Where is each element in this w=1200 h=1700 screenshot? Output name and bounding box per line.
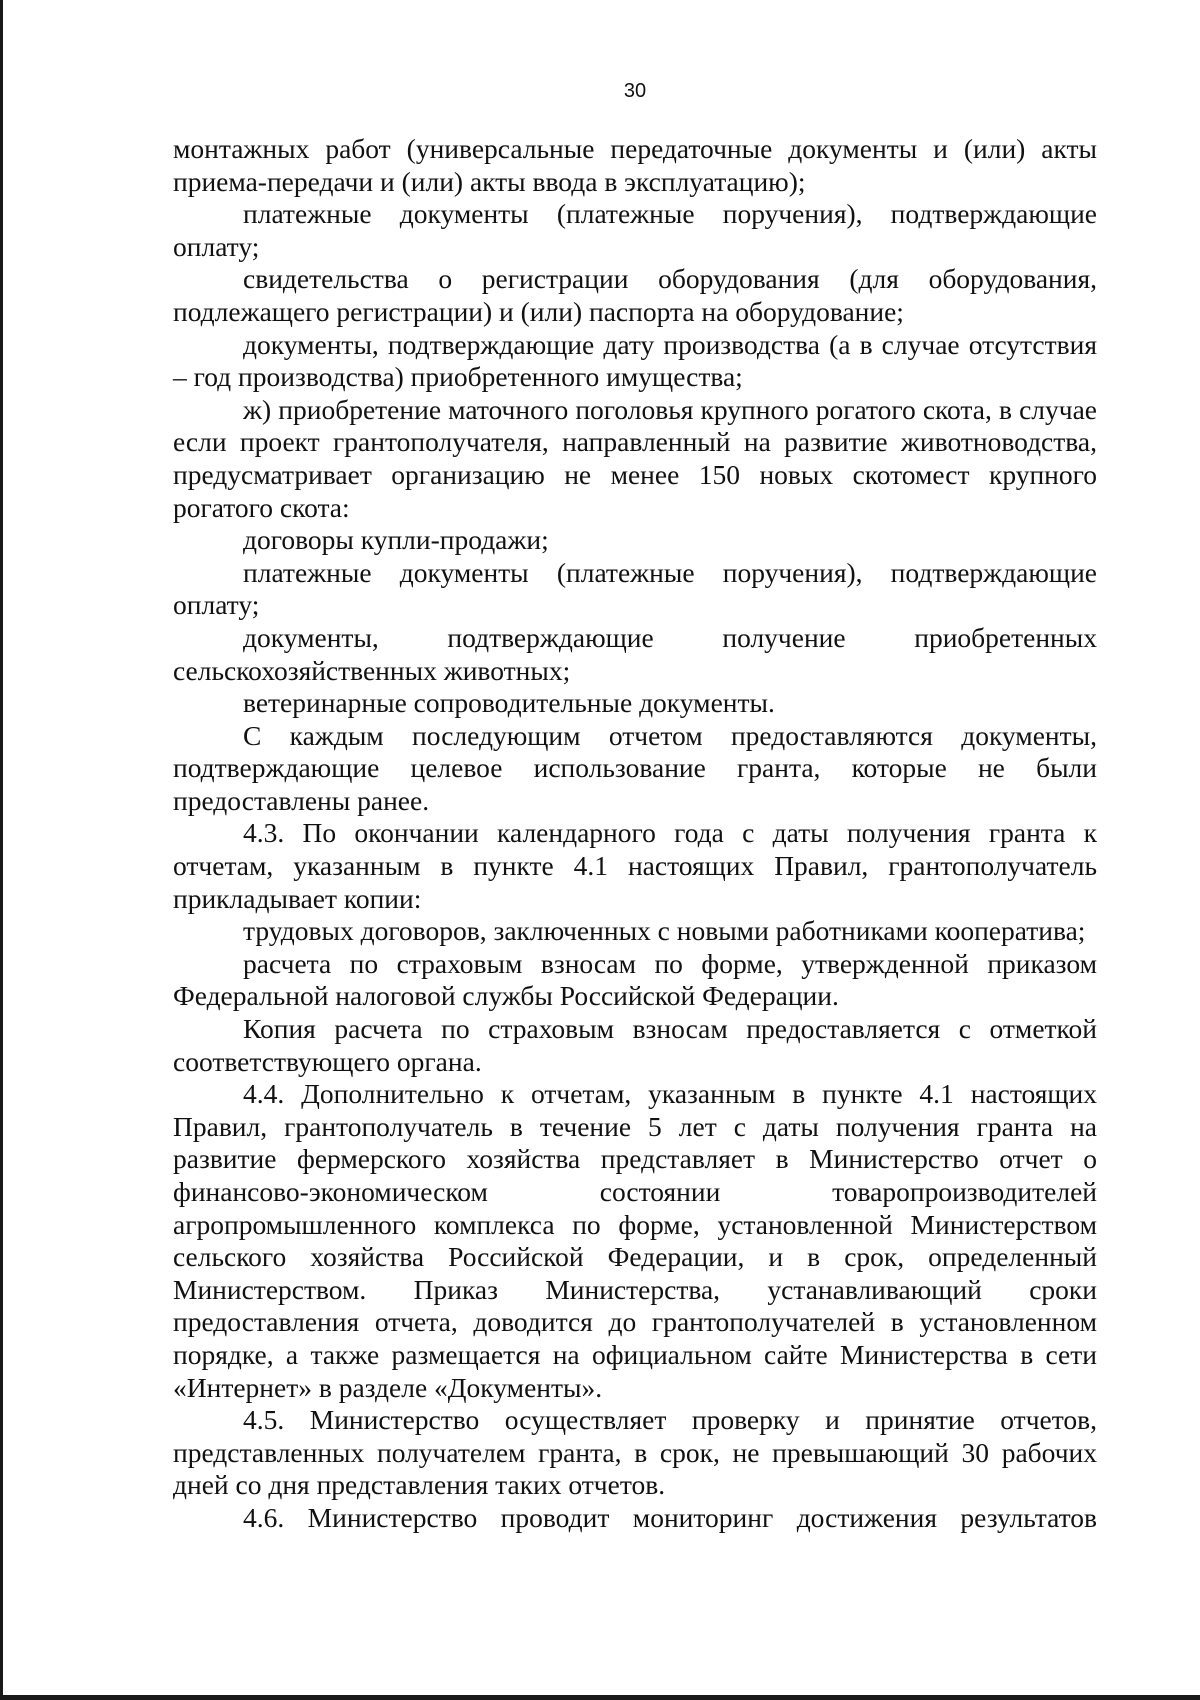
paragraph: договоры купли-продажи;	[243, 524, 549, 556]
paragraph: 4.6. Министерство проводит мониторинг достижения результатов	[243, 1501, 1097, 1533]
paragraph: 4.4. Дополнительно к отчетам, указанным в пункте 4.1 настоящих Правил, грантополучатель в течение 5 лет с даты получения гранта на развитие фермерского хозяйства представляет в Министерство отчет о финансово-экономическом состоянии товаропроизводителей агропромышленного комплекса по форме, установленной Министерством сельского хозяйства Российской Федерации, и в срок, определенный Министерством. Приказ Министерства, устанавливающий сроки предоставления отчета, доводится до грантополучателей в установленном порядке, а также размещается на официальном сайте Министерства в сети «Интернет» в разделе «Документы».	[173, 1078, 1097, 1403]
paragraph: монтажных работ (универсальные передаточные документы и (или) акты приема-передачи и (или) акты ввода в эксплуатацию);	[173, 133, 1097, 197]
scan-edge-bottom	[0, 1695, 1200, 1700]
paragraph: ж) приобретение маточного поголовья крупного рогатого скота, в случае если проект грантополучателя, направленный на развитие животноводства, предусматривает организацию не менее 150 новых скотомест крупного рогатого скота:	[173, 393, 1097, 523]
paragraph: Копия расчета по страховым взносам предоставляется с отметкой соответствующего органа.	[173, 1013, 1097, 1077]
paragraph: платежные документы (платежные поручения), подтверждающие оплату;	[173, 198, 1097, 262]
scan-edge-left	[0, 0, 3, 1700]
paragraph: 4.3. По окончании календарного года с даты получения гранта к отчетам, указанным в пункте 4.1 настоящих Правил, грантополучатель прикладывает копии:	[173, 817, 1097, 914]
paragraph: платежные документы (платежные поручения), подтверждающие оплату;	[173, 556, 1097, 621]
document-body	[173, 133, 1097, 1535]
page-number: 30	[623, 80, 647, 102]
paragraph: свидетельства о регистрации оборудования (для оборудования, подлежащего регистрации) и (или) паспорта на оборудование;	[173, 263, 1097, 327]
paragraph: расчета по страховым взносам по форме, утвержденной приказом Федеральной налоговой службы Российской Федерации.	[173, 947, 1097, 1012]
paragraph: С каждым последующим отчетом предоставляются документы, подтверждающие целевое использование гранта, которые не были предоставлены ранее.	[173, 719, 1097, 816]
paragraph: трудовых договоров, заключенных с новыми работниками кооператива;	[243, 915, 1086, 947]
paragraph: документы, подтверждающие дату производства (а в случае отсутствия – год производства) приобретенного имущества;	[173, 328, 1097, 393]
paragraph: ветеринарные сопроводительные документы.	[243, 687, 775, 719]
paragraph: 4.5. Министерство осуществляет проверку и принятие отчетов, представленных получателем гранта, в срок, не превышающий 30 рабочих дней со дня представления таких отчетов.	[173, 1404, 1097, 1501]
paragraph: документы, подтверждающие получение приобретенных сельскохозяйственных животных;	[173, 621, 1097, 686]
